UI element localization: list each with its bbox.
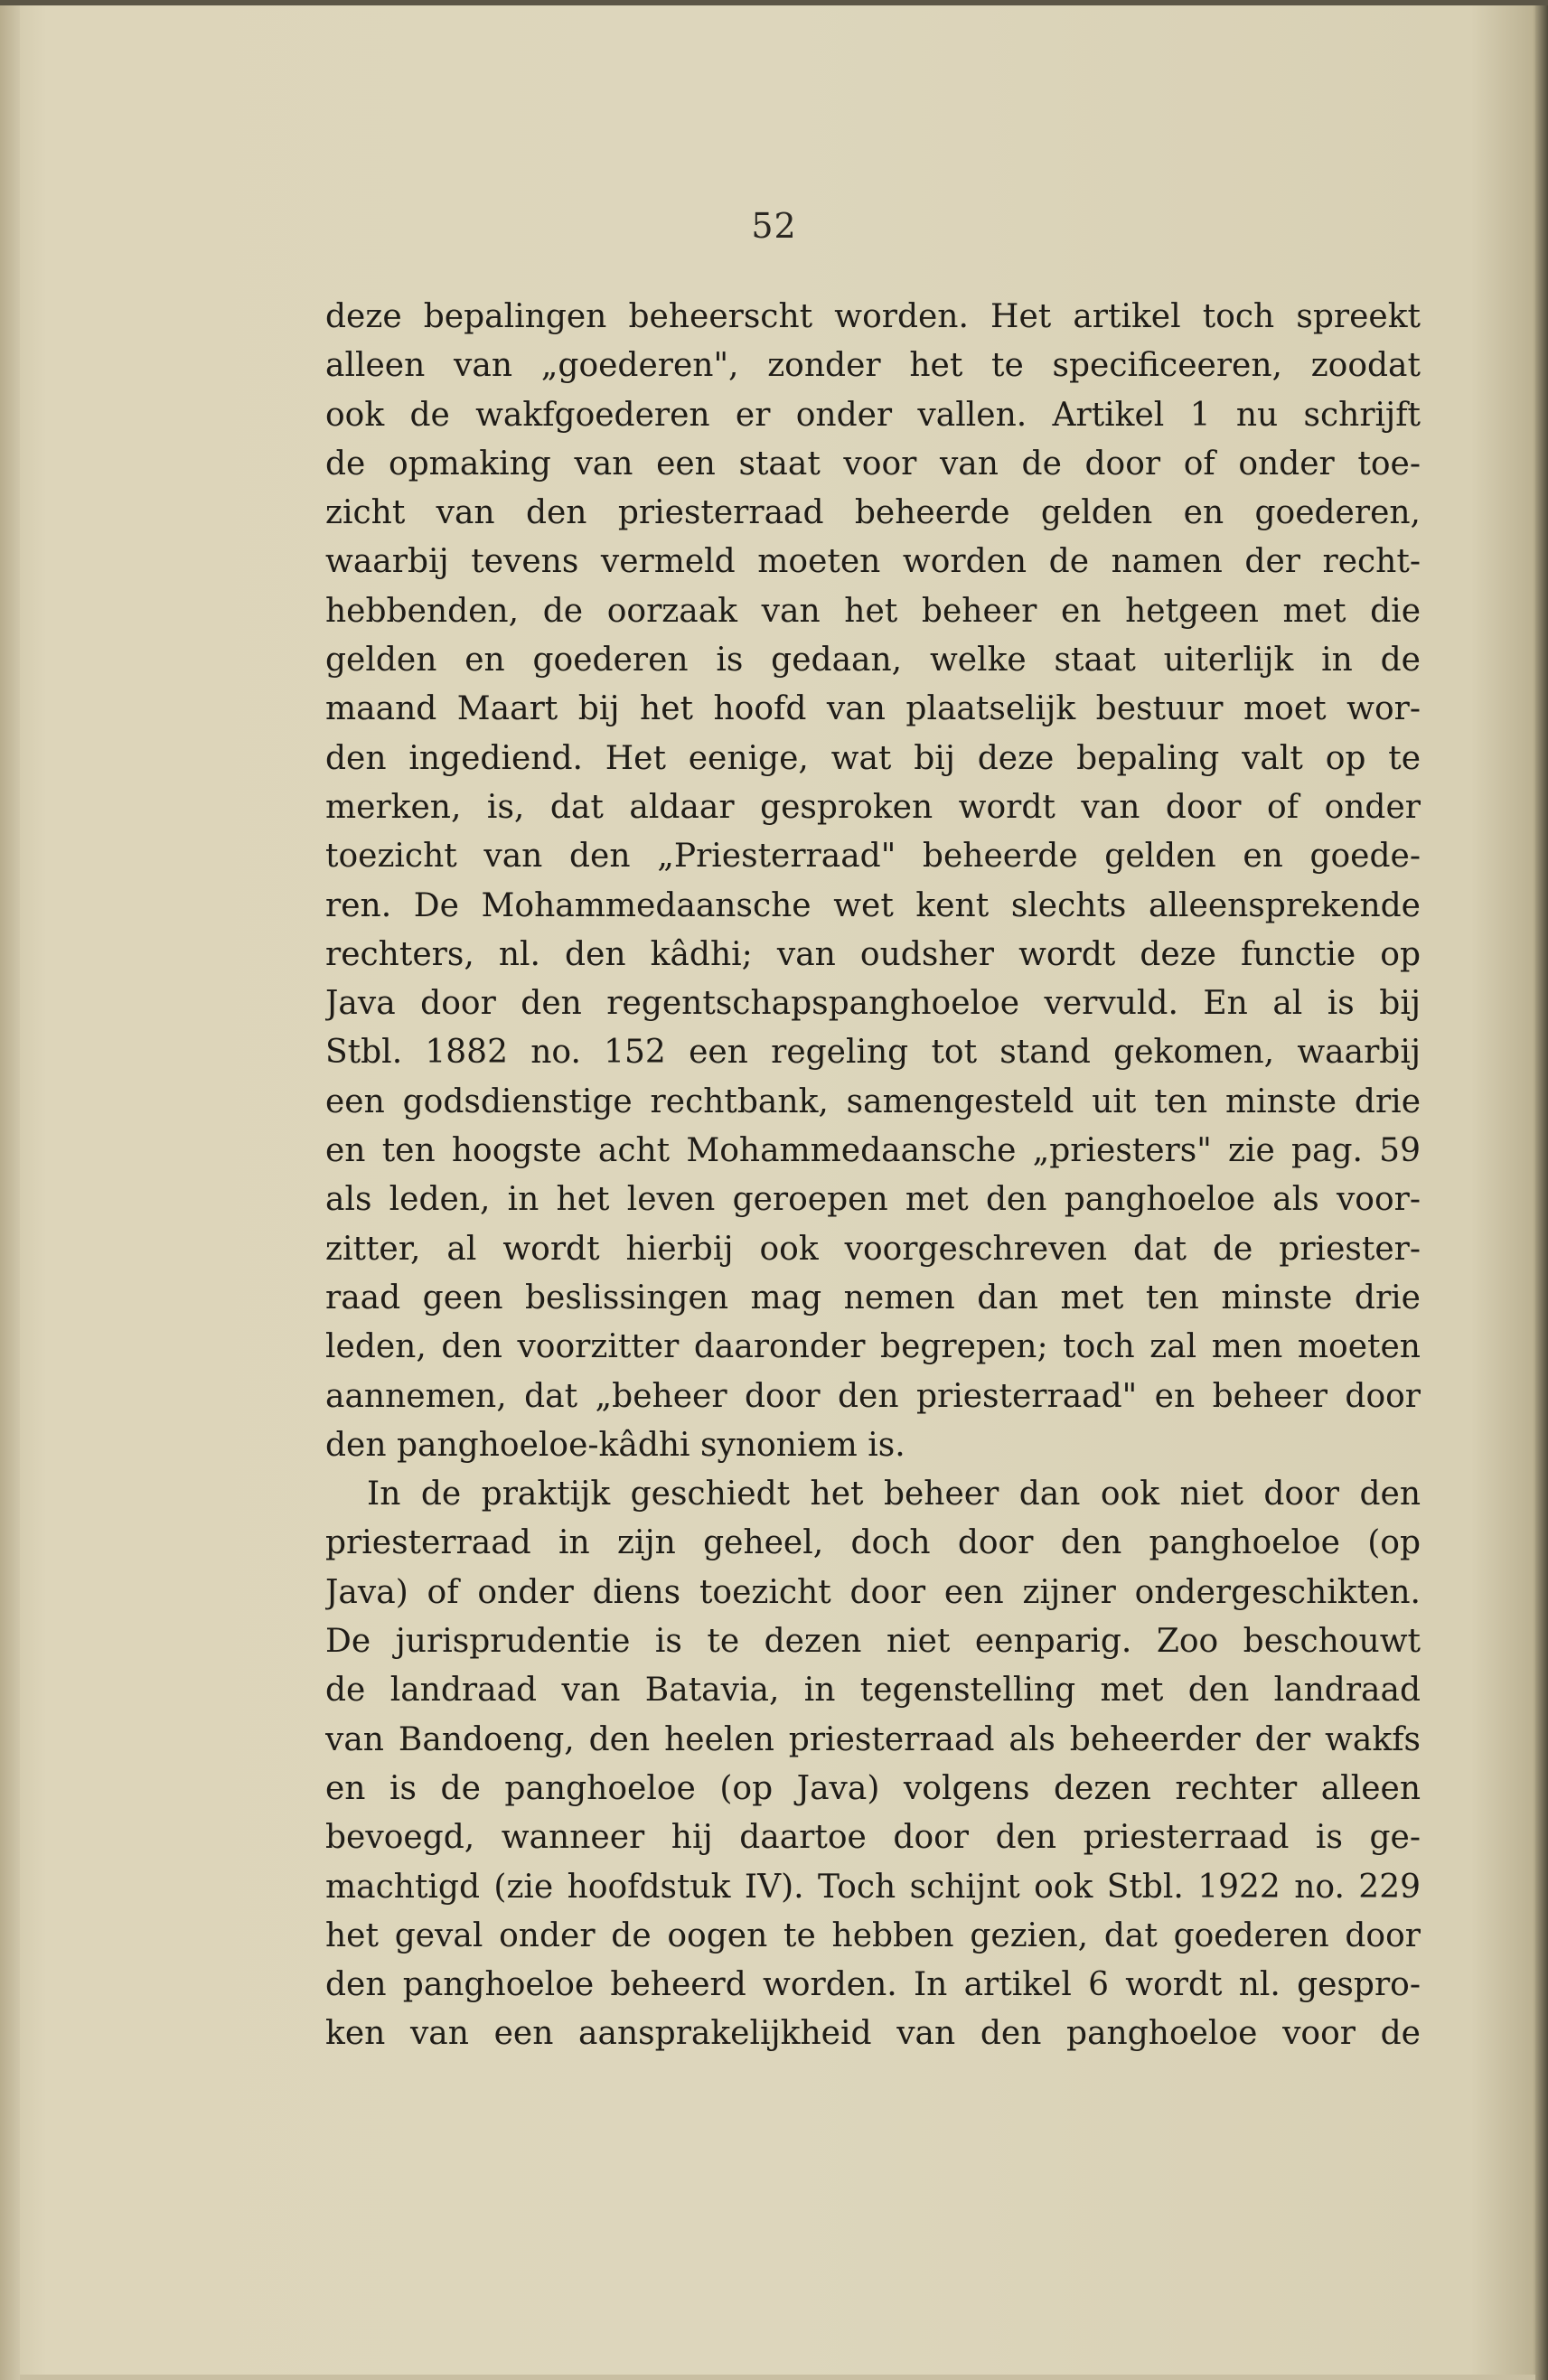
- text-line: merken, is, dat aldaar gesproken wordt van door of onder: [325, 788, 1421, 826]
- text-line: maand Maart bij het hoofd van plaatselijk bestuur moet wor-: [325, 690, 1421, 728]
- text-line: den ingediend. Het eenige, wat bij deze bepaling valt op te: [325, 739, 1421, 777]
- text-line: alleen van „goederen", zonder het te specificeeren, zoodat: [325, 347, 1421, 385]
- text-line: De jurisprudentie is te dezen niet eenparig. Zoo beschouwt: [325, 1623, 1421, 1661]
- text-line: de landraad van Batavia, in tegenstelling met den landraad: [325, 1672, 1421, 1710]
- text-line: Java) of onder diens toezicht door een zijner ondergeschikten.: [325, 1573, 1421, 1611]
- text-line: en ten hoogste acht Mohammedaansche „priesters" zie pag. 59: [325, 1132, 1421, 1170]
- text-line: Stbl. 1882 no. 152 een regeling tot stand gekomen, waarbij: [325, 1034, 1421, 1072]
- text-line: zitter, al wordt hierbij ook voorgeschreven dat de priester-: [325, 1230, 1421, 1268]
- text-line: ook de wakfgoederen er onder vallen. Artikel 1 nu schrijft: [325, 396, 1421, 434]
- text-line: ken van een aansprakelijkheid van den panghoeloe voor de: [325, 2015, 1421, 2053]
- text-line: rechters, nl. den kâdhi; van oudsher wordt deze functie op: [325, 935, 1421, 973]
- text-line: als leden, in het leven geroepen met den panghoeloe als voor-: [325, 1181, 1421, 1219]
- text-line: het geval onder de oogen te hebben gezien, dat goederen door: [325, 1916, 1421, 1954]
- text-line: raad geen beslissingen mag nemen dan met ten minste drie: [325, 1279, 1421, 1316]
- text-line: een godsdienstige rechtbank, samengesteld uit ten minste drie: [325, 1082, 1421, 1120]
- text-line: machtigd (zie hoofdstuk IV). Toch schijnt ook Stbl. 1922 no. 229: [325, 1868, 1421, 1906]
- text-line: van Bandoeng, den heelen priesterraad als beheerder der wakfs: [325, 1720, 1421, 1758]
- page-number: 52: [751, 206, 797, 246]
- page-left-edge: [0, 5, 20, 2380]
- text-line: aannemen, dat „beheer door den priesterraad" en beheer door: [325, 1377, 1421, 1415]
- text-line: en is de panghoeloe (op Java) volgens dezen rechter alleen: [325, 1769, 1421, 1807]
- text-line: In de praktijk geschiedt het beheer dan ook niet door den: [367, 1476, 1421, 1513]
- text-line: toezicht van den „Priesterraad" beheerde gelden en goede-: [325, 838, 1421, 876]
- text-line: priesterraad in zijn geheel, doch door den panghoeloe (op: [325, 1524, 1421, 1562]
- text-line: deze bepalingen beheerscht worden. Het artikel toch spreekt: [325, 298, 1421, 335]
- text-line: bevoegd, wanneer hij daartoe door den priesterraad is ge-: [325, 1819, 1421, 1857]
- page-right-edge: [1535, 5, 1548, 2380]
- text-line: zicht van den priesterraad beheerde gelden en goederen,: [325, 494, 1421, 532]
- text-line: de opmaking van een staat voor van de door of onder toe-: [325, 445, 1421, 483]
- text-line: Java door den regentschapspanghoeloe vervuld. En al is bij: [325, 985, 1421, 1023]
- body-text: [325, 293, 1421, 2059]
- text-line: gelden en goederen is gedaan, welke staat uiterlijk in de: [325, 642, 1421, 679]
- text-line: waarbij tevens vermeld moeten worden de namen der recht-: [325, 543, 1421, 581]
- text-line: hebbenden, de oorzaak van het beheer en hetgeen met die: [325, 592, 1421, 630]
- text-line: den panghoeloe-kâdhi synoniem is.: [325, 1426, 905, 1464]
- text-line: den panghoeloe beheerd worden. In artikel 6 wordt nl. gespro-: [325, 1966, 1421, 2004]
- text-line: ren. De Mohammedaansche wet kent slechts alleensprekende: [325, 886, 1421, 924]
- text-line: leden, den voorzitter daaronder begrepen; toch zal men moeten: [325, 1328, 1421, 1366]
